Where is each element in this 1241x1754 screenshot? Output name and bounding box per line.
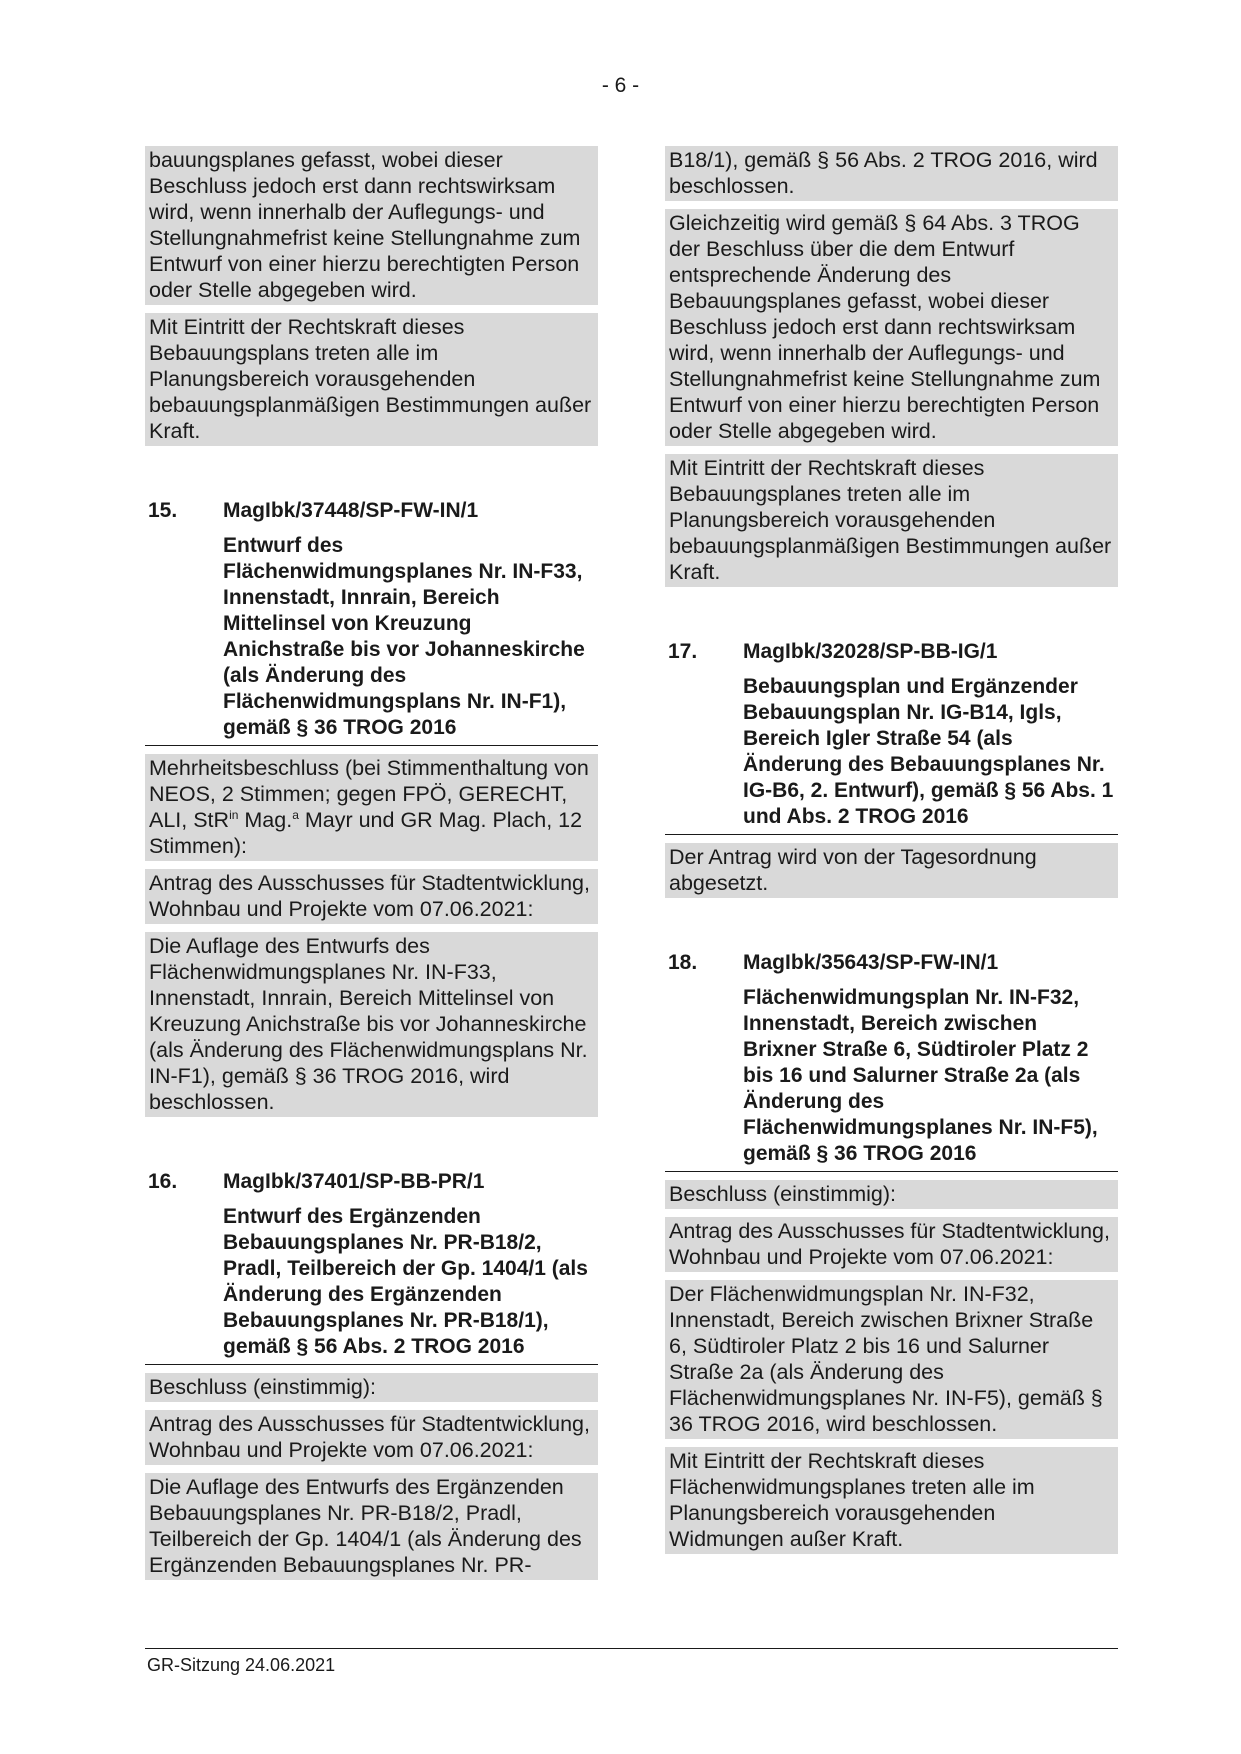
carry-paragraph: B18/1), gemäß § 56 Abs. 2 TROG 2016, wird beschlossen. bbox=[665, 146, 1118, 201]
carry-paragraph: bauungsplanes gefasst, wobei dieser Beschluss jedoch erst dann rechtswirksam wird, wenn innerhalb der Auflegungs- und Stellungnahmefrist keine Stellungnahme zum Entwurf von einer hierzu berechtigten Person oder Stelle abgegeben wird. bbox=[145, 146, 598, 305]
carry-paragraph: Mit Eintritt der Rechtskraft dieses Bebauungsplans treten alle im Planungsbereich vorausgehenden bebauungsplanmäßigen Bestimmungen außer Kraft. bbox=[145, 313, 598, 446]
footer-divider bbox=[145, 1648, 1118, 1649]
carry-paragraph: Mit Eintritt der Rechtskraft dieses Bebauungsplanes treten alle im Planungsbereich vorausgehenden bebauungsplanmäßigen Bestimmungen außer Kraft. bbox=[665, 454, 1118, 587]
item-number: 15. bbox=[148, 499, 178, 522]
item-18-vote: Beschluss (einstimmig): bbox=[665, 1180, 1118, 1209]
item-16-title: Entwurf des Ergänzenden Bebauungsplanes Nr. PR-B18/2, Pradl, Teilbereich der Gp. 1404/1 (als Änderung des Ergänzenden Bebauungsplanes Nr. PR-B18/1), gemäß § 56 Abs. 2 TROG 2016 bbox=[145, 1204, 598, 1365]
right-column bbox=[665, 146, 1118, 1562]
item-15-title: Entwurf des Flächenwidmungsplanes Nr. IN-F33, Innenstadt, Innrain, Bereich Mittelinsel von Kreuzung Anichstraße bis vor Johanneskirche (als Änderung des Flächenwidmungsplans Nr. IN-F1), gemäß § 36 TROG 2016 bbox=[145, 533, 598, 746]
item-code: MagIbk/32028/SP-BB-IG/1 bbox=[743, 640, 998, 663]
item-15-vote: Mehrheitsbeschluss (bei Stimmenthaltung von NEOS, 2 Stimmen; gegen FPÖ, GERECHT, ALI, StR$^{in}$ Mag.$^a$ Mayr und GR Mag. Plach, 12 Stimmen): bbox=[145, 754, 598, 861]
item-16-heading bbox=[145, 1169, 598, 1195]
footer-session-date: GR-Sitzung 24.06.2021 bbox=[147, 1655, 336, 1675]
item-code: MagIbk/37401/SP-BB-PR/1 bbox=[223, 1170, 485, 1193]
item-number: 17. bbox=[668, 640, 698, 663]
item-15-motion: Antrag des Ausschusses für Stadtentwicklung, Wohnbau und Projekte vom 07.06.2021: bbox=[145, 869, 598, 924]
item-17-result: Der Antrag wird von der Tagesordnung abgesetzt. bbox=[665, 843, 1118, 898]
page-number: - 6 - bbox=[601, 74, 640, 97]
item-17-heading bbox=[665, 639, 1118, 665]
item-18-title: Flächenwidmungsplan Nr. IN-F32, Innenstadt, Bereich zwischen Brixner Straße 6, Südtiroler Platz 2 bis 16 und Salurner Straße 2a (als Änderung des Flächenwidmungsplanes Nr. IN-F5), gemäß § 36 TROG 2016 bbox=[665, 985, 1118, 1172]
item-number: 16. bbox=[148, 1170, 178, 1193]
item-18-decision: Der Flächenwidmungsplan Nr. IN-F32, Innenstadt, Bereich zwischen Brixner Straße 6, Südtiroler Platz 2 bis 16 und Salurner Straße 2a (als Änderung des Flächenwidmungsplanes Nr. IN-F5), gemäß § 36 TROG 2016, wird beschlossen. bbox=[665, 1280, 1118, 1439]
left-column bbox=[145, 146, 598, 1588]
item-18-effect: Mit Eintritt der Rechtskraft dieses Flächenwidmungsplanes treten alle im Planungsbereich vorausgehenden Widmungen außer Kraft. bbox=[665, 1447, 1118, 1554]
item-16-decision: Die Auflage des Entwurfs des Ergänzenden Bebauungsplanes Nr. PR-B18/2, Pradl, Teilbereich der Gp. 1404/1 (als Änderung des Ergänzenden Bebauungsplanes Nr. PR- bbox=[145, 1473, 598, 1580]
item-15-decision: Die Auflage des Entwurfs des Flächenwidmungsplanes Nr. IN-F33, Innenstadt, Innrain, Bereich Mittelinsel von Kreuzung Anichstraße bis vor Johanneskirche (als Änderung des Flächenwidmungsplans Nr. IN-F1), gemäß § 36 TROG 2016, wird beschlossen. bbox=[145, 932, 598, 1117]
item-15-heading bbox=[145, 498, 598, 524]
item-18-motion: Antrag des Ausschusses für Stadtentwicklung, Wohnbau und Projekte vom 07.06.2021: bbox=[665, 1217, 1118, 1272]
item-code: MagIbk/37448/SP-FW-IN/1 bbox=[223, 499, 479, 522]
item-16-vote: Beschluss (einstimmig): bbox=[145, 1373, 598, 1402]
item-16-motion: Antrag des Ausschusses für Stadtentwicklung, Wohnbau und Projekte vom 07.06.2021: bbox=[145, 1410, 598, 1465]
item-17-title: Bebauungsplan und Ergänzender Bebauungsplan Nr. IG-B14, Igls, Bereich Igler Straße 54 (als Änderung des Bebauungsplanes Nr. IG-B6, 2. Entwurf), gemäß § 56 Abs. 1 und Abs. 2 TROG 2016 bbox=[665, 674, 1118, 835]
item-code: MagIbk/35643/SP-FW-IN/1 bbox=[743, 951, 999, 974]
item-18-heading bbox=[665, 950, 1118, 976]
item-number: 18. bbox=[668, 951, 698, 974]
carry-paragraph: Gleichzeitig wird gemäß § 64 Abs. 3 TROG der Beschluss über die dem Entwurf entsprechende Änderung des Bebauungsplanes gefasst, wobei dieser Beschluss jedoch erst dann rechtswirksam wird, wenn innerhalb der Auflegungs- und Stellungnahmefrist keine Stellungnahme zum Entwurf von einer hierzu berechtigten Person oder Stelle abgegeben wird. bbox=[665, 209, 1118, 446]
